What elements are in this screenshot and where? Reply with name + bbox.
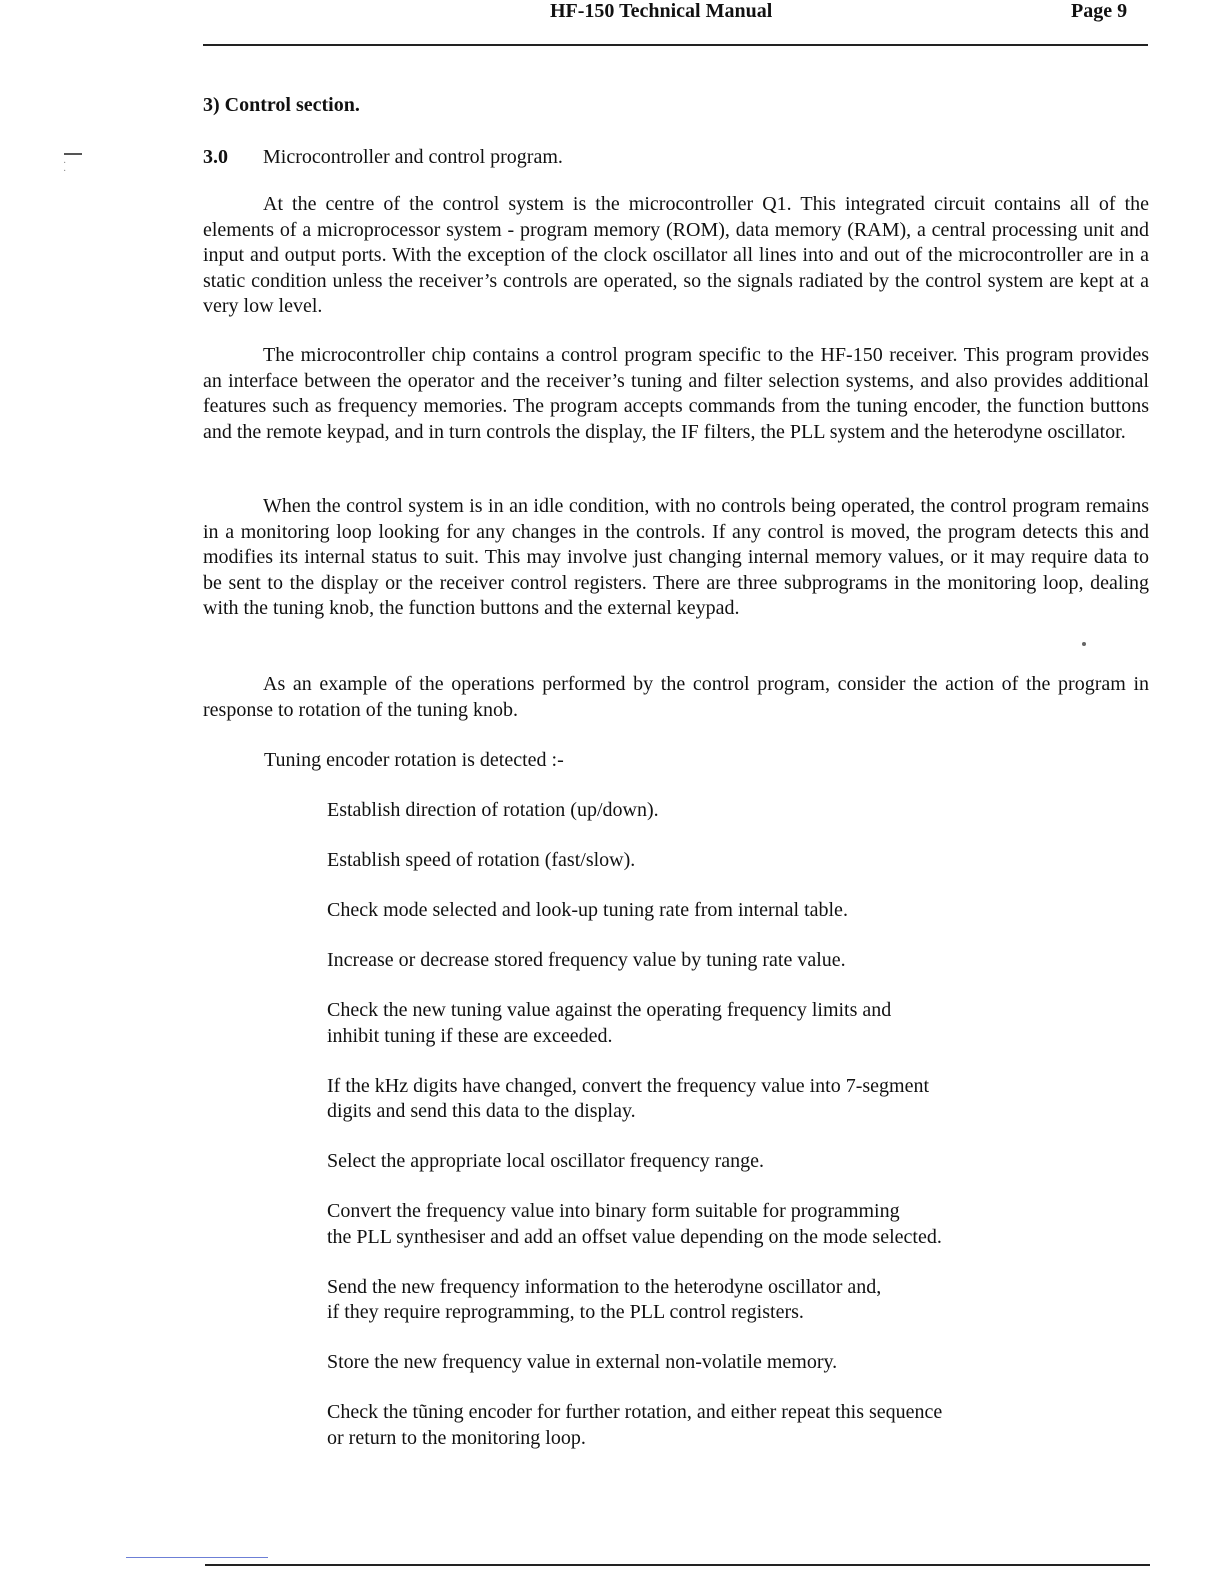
sequence-step: If the kHz digits have changed, convert the frequency value into 7-segment digits and send this data to the display. xyxy=(327,1074,930,1122)
margin-mark xyxy=(64,153,82,155)
footer-blue-line xyxy=(126,1557,268,1558)
subsection-title: Microcontroller and control program. xyxy=(263,146,563,168)
paragraph-1: At the centre of the control system is the microcontroller Q1. This integrated circuit contains all of the elements of a microprocessor system - program memory (ROM), data memory (RAM), a central processing unit and input and output ports. With the exception of the clock oscillator all lines into and out of the microcontroller are in a static condition unless the receiver’s controls are operated, so the signals radiated by the control system are kept at a very low level. xyxy=(203,193,1149,317)
paragraph-2: The microcontroller chip contains a control program specific to the HF-150 receiver. This program provides an interface between the operator and the receiver’s tuning and filter selection systems, and also provides additional features such as frequency memories. The program accepts commands from the tuning encoder, the function buttons and the remote keypad, and in turn controls the display, the IF filters, the PLL system and the heterodyne oscillator. xyxy=(203,344,1149,443)
sequence-step: Establish direction of rotation (up/down). xyxy=(327,799,659,821)
subsection-number: 3.0 xyxy=(203,146,228,168)
sequence-step: Send the new frequency information to the heterodyne oscillator and, if they require reprogramming, to the PLL control registers. xyxy=(327,1275,882,1323)
sequence-step: Select the appropriate local oscillator frequency range. xyxy=(327,1150,765,1172)
sequence-step: Establish speed of rotation (fast/slow). xyxy=(327,849,636,871)
footer-rule xyxy=(205,1564,1150,1566)
header-title: HF-150 Technical Manual xyxy=(550,0,773,22)
sequence-step: Check mode selected and look-up tuning rate from internal table. xyxy=(327,899,848,921)
paragraph-3: When the control system is in an idle condition, with no controls being operated, the control program remains in a monitoring loop looking for any changes in the controls. If any control is moved, the program detects this and modifies its internal status to suit. This may involve just changing internal memory values, or it may require data to be sent to the display or the receiver control registers. There are three subprograms in the monitoring loop, dealing with the tuning knob, the function buttons and the external keypad. xyxy=(203,495,1149,619)
paragraph-4: As an example of the operations performed by the control program, consider the action of the program in response to rotation of the tuning knob. xyxy=(203,673,1149,721)
page-number: Page 9 xyxy=(1071,0,1128,22)
sequence-intro: Tuning encoder rotation is detected :- xyxy=(264,749,564,771)
stray-mark xyxy=(1082,642,1086,646)
sequence-list xyxy=(327,798,1047,1476)
sequence-step: Convert the frequency value into binary form suitable for programming the PLL synthesiser and add an offset value depending on the mode selected. xyxy=(327,1200,942,1248)
sequence-step: Store the new frequency value in external non-volatile memory. xyxy=(327,1351,838,1373)
header-rule xyxy=(203,44,1148,46)
sequence-step: Check the tũning encoder for further rotation, and either repeat this sequence or return to the monitoring loop. xyxy=(327,1401,943,1449)
margin-dots: · · xyxy=(63,158,67,177)
sequence-step: Increase or decrease stored frequency value by tuning rate value. xyxy=(327,949,846,971)
section-heading: 3) Control section. xyxy=(203,94,360,116)
sequence-step: Check the new tuning value against the operating frequency limits and inhibit tuning if these are exceeded. xyxy=(327,999,892,1047)
